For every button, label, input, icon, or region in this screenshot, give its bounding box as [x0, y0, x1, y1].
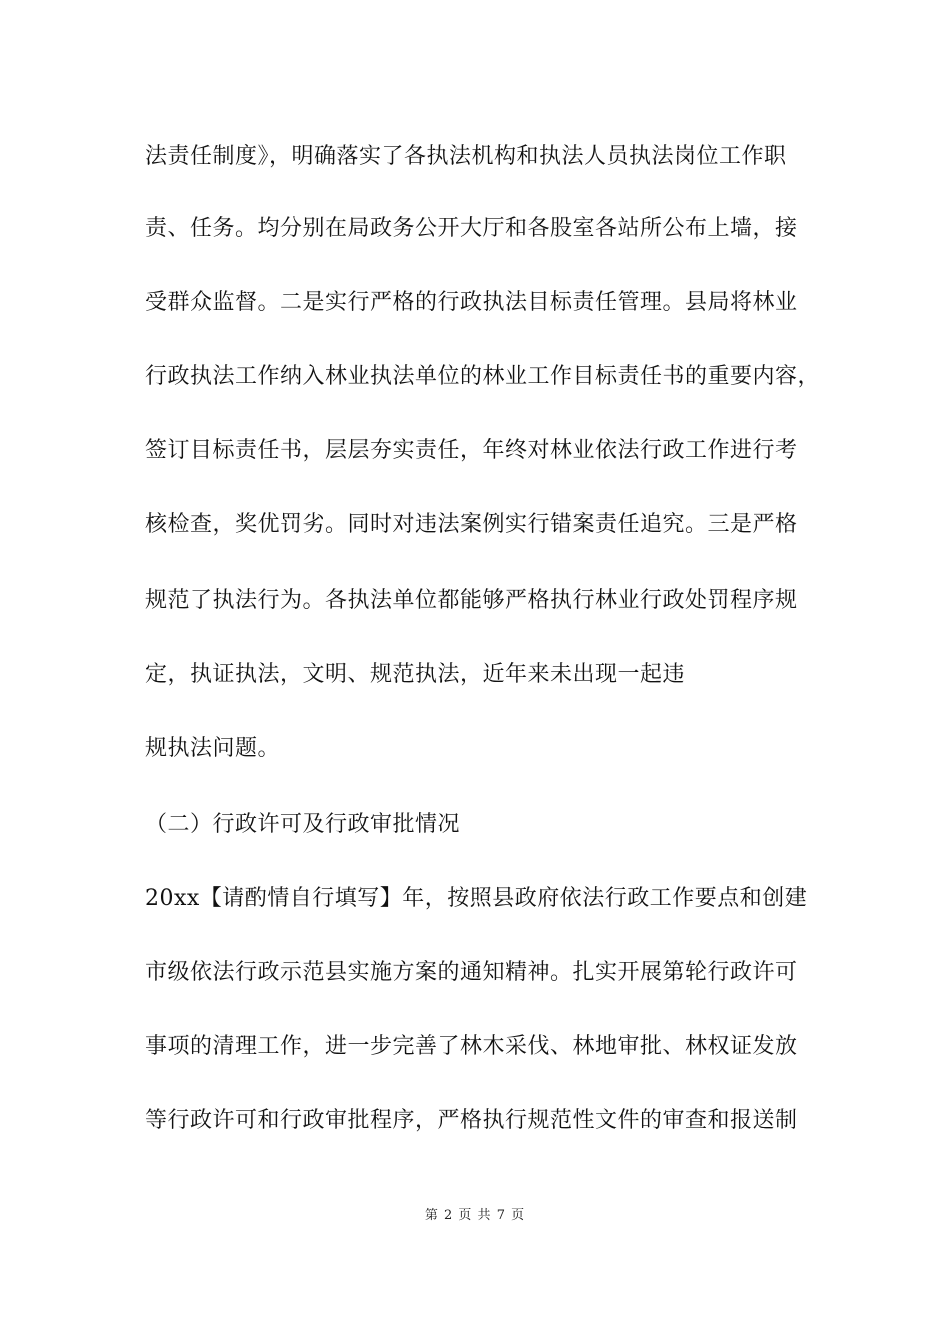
body-line-8: 定，执证执法，文明、规范执法，近年来未出现一起违	[145, 662, 686, 687]
body-line-4: 行政执法工作纳入林业执法单位的林业工作目标责任书的重要内容，	[145, 364, 821, 389]
body-line-14: 等行政许可和行政审批程序，严格执行规范性文件的审查和报送制	[145, 1108, 798, 1133]
footer-page-number: 2	[444, 1208, 454, 1223]
body-line-1: 法责任制度》，明确落实了各执法机构和执法人员执法岗位工作职	[145, 144, 787, 169]
body-line-11: 20xx【请酌情自行填写】年，按照县政府依法行政工作要点和创建	[145, 886, 808, 911]
footer-total-pages: 7	[496, 1208, 506, 1223]
body-line-3: 受群众监督。二是实行严格的行政执法目标责任管理。县局将林业	[145, 290, 798, 315]
body-line-2: 责、任务。均分别在局政务公开大厅和各股室各站所公布上墙，接	[145, 216, 798, 241]
body-line-6: 核检查，奖优罚劣。同时对违法案例实行错案责任追究。三是严格	[145, 512, 798, 537]
body-line-5: 签订目标责任书，层层夯实责任，年终对林业依法行政工作进行考	[145, 438, 798, 463]
body-line-9: 规执法问题。	[145, 736, 281, 761]
page-footer	[0, 1207, 950, 1225]
body-line-13: 事项的清理工作，进一步完善了林木采伐、林地审批、林权证发放	[145, 1034, 798, 1059]
footer-suffix: 页	[511, 1208, 526, 1223]
footer-prefix: 第	[424, 1208, 439, 1223]
body-line-7: 规范了执法行为。各执法单位都能够严格执行林业行政处罚程序规	[145, 588, 798, 613]
footer-middle: 页 共	[458, 1208, 492, 1223]
body-line-12: 市级依法行政示范县实施方案的通知精神。扎实开展第轮行政许可	[145, 960, 798, 985]
section-heading: （二）行政许可及行政审批情况	[145, 812, 461, 837]
